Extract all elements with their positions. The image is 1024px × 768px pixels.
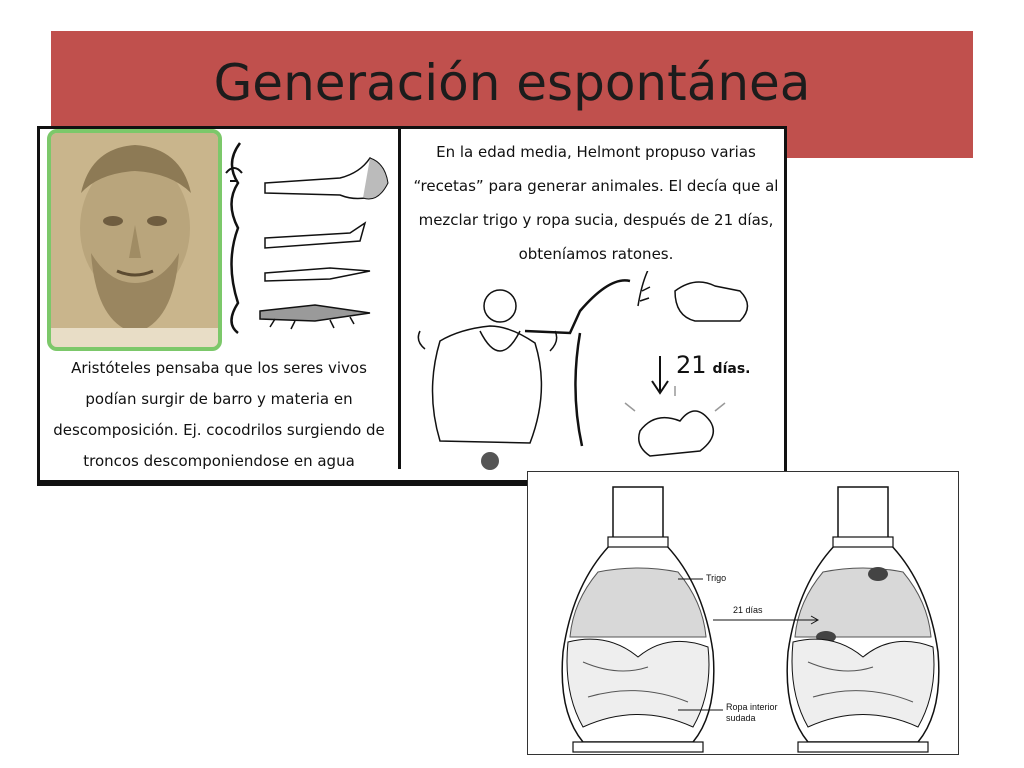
aristotle-bust-illustration [51,133,218,347]
label-clothes-line2: sudada [726,713,756,723]
label-wheat: Trigo [706,573,727,583]
jar-experiment-diagram [527,471,959,755]
days-label [676,351,750,379]
days-word: días. [712,361,751,377]
helmont-caption: En la edad media, Helmont propuso varias “recetas” para generar animales. El decía que al mezclar trigo y ropa sucia, después de 21 días, obteníamos ratones. [413,143,779,263]
log-to-crocodile-illustration [220,133,395,343]
days-number: 21 [676,351,707,379]
label-days: 21 días [733,605,763,615]
comic-panel [37,126,787,486]
slide-title: Generación espontánea [213,54,811,112]
label-clothes-line1: Ropa interior [726,702,778,712]
comic-divider [398,129,401,469]
aristotle-portrait [47,129,222,351]
aristotle-caption: Aristóteles pensaba que los seres vivos podían surgir de barro y materia en descomposición. Ej. cocodrilos surgiendo de troncos descomponiendose en agua [53,359,385,470]
